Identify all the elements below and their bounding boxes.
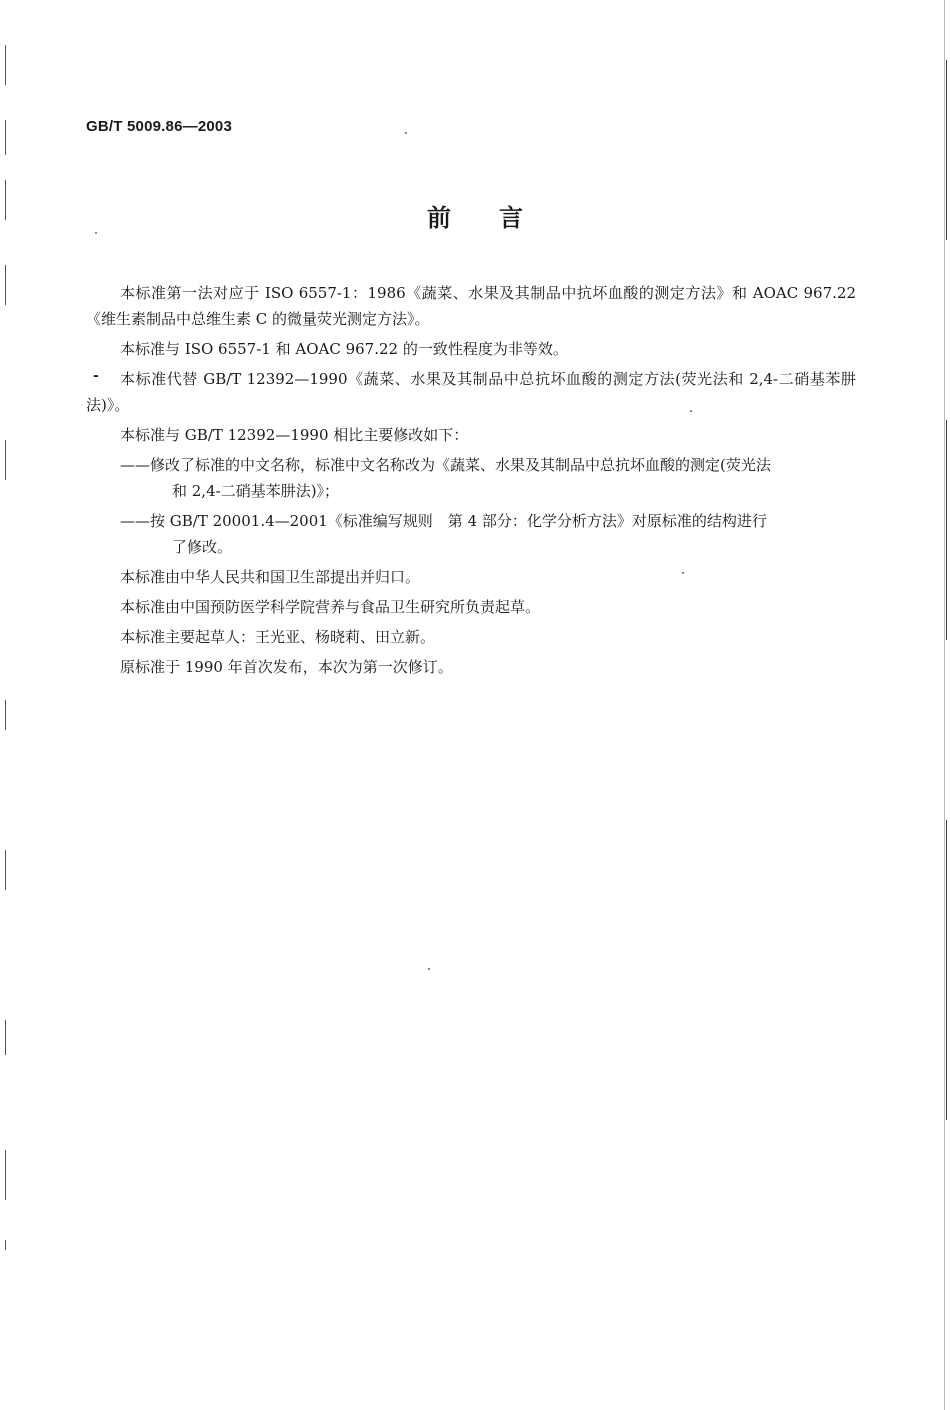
change-item-line: ——按 GB/T 20001.4—2001《标准编写规则 第 4 部分：化学分析方法》对原标准的结构进行 [120,512,767,530]
paragraph: 本标准与 GB/T 12392—1990 相比主要修改如下： [120,426,469,444]
left-edge-line [5,120,6,155]
paragraph: 本标准由中华人民共和国卫生部提出并归口。 [120,568,421,586]
title-char: 前 [427,204,451,232]
scan-speck [405,132,407,134]
left-edge-line [5,45,6,85]
change-item-line: 和 2,4-二硝基苯肼法)》； [172,482,340,500]
left-edge-line [5,1150,6,1200]
left-edge-line [5,440,6,480]
change-item [120,508,856,560]
change-item-line: ——修改了标准的中文名称，标准中文名称改为《蔬菜、水果及其制品中总抗坏血酸的测定(荧光法 [120,456,771,474]
left-edge-line [5,700,6,730]
standard-code: GB/T 5009.86—2003 [86,118,232,135]
right-edge-line [946,820,947,1120]
paragraph: 本标准第一法对应于 ISO 6557-1：1986《蔬菜、水果及其制品中抗坏血酸的测定方法》和 AOAC 967.22《维生素制品中总维生素 C 的微量荧光测定方法》。 [86,284,856,328]
paragraph: 本标准与 ISO 6557-1 和 AOAC 967.22 的一致性程度为非等效。 [120,340,568,358]
change-item-line: 了修改。 [172,538,233,556]
preface-body [86,280,856,684]
left-edge-line [5,265,6,305]
paragraph: 本标准代替 GB/T 12392—1990《蔬菜、水果及其制品中总抗坏血酸的测定方法(荧光法和 2,4-二硝基苯肼法)》。 [86,370,856,414]
margin-mark: - [93,368,99,384]
left-edge-line [5,1240,6,1250]
scan-speck [428,968,430,970]
paragraph: 原标准于 1990 年首次发布，本次为第一次修订。 [120,658,453,676]
title-char: 言 [499,204,523,232]
left-edge-line [5,1020,6,1055]
paragraph: 本标准由中国预防医学科学院营养与食品卫生研究所负责起草。 [120,598,541,616]
left-edge-line [5,850,6,890]
paragraph: 本标准主要起草人：王光亚、杨晓莉、田立新。 [120,628,436,646]
right-edge-line [946,420,947,640]
page-title [0,198,950,233]
change-item [120,452,856,504]
